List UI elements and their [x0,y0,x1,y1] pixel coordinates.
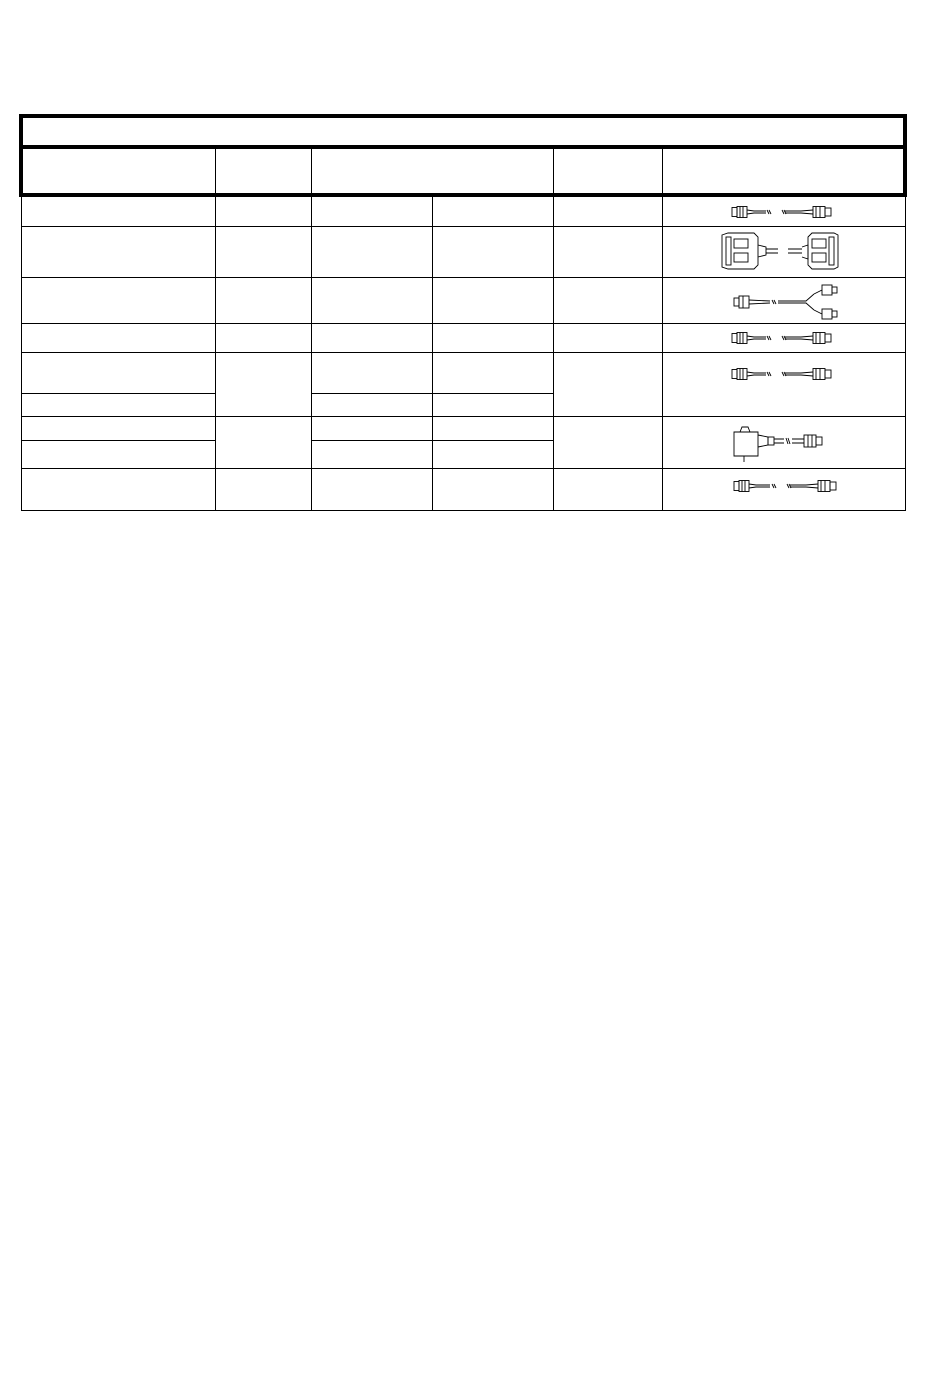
header-cell [24,150,214,192]
table-cell [313,470,431,509]
table-cell [217,227,310,276]
title-divider [19,145,907,149]
table-cell [313,442,431,467]
row-line [21,352,906,353]
table-cell [555,418,661,467]
header-cell [555,150,660,192]
table-cell [23,394,214,415]
table-cell [217,325,310,351]
y-splitter-cable-icon [730,283,842,321]
table-cell [555,353,661,415]
table-cell [23,227,214,276]
table-cell [313,353,431,392]
table-cell [217,199,310,225]
column-divider [662,197,663,511]
table-cell [434,278,552,322]
header-cell [218,150,310,192]
header-divider [215,149,216,193]
header-bottom [19,193,907,197]
header-cell [313,150,551,192]
table-cell [217,418,310,467]
straight-cable-icon [728,366,840,382]
frame-top [19,114,907,118]
table-cell [217,353,310,415]
table-cell [313,227,431,276]
straight-cable-icon [728,330,840,346]
row-line [21,277,906,278]
body-right [905,197,906,511]
d-sub-cable-icon [718,229,842,275]
table-cell [313,278,431,322]
table-cell [555,278,661,322]
straight-cable-icon [730,478,846,494]
column-divider [432,197,433,511]
table-cell [23,199,214,225]
row-line-partial [311,440,553,441]
row-line [21,226,906,227]
frame-left [19,114,23,197]
table-cell [555,199,661,225]
table-cell [313,199,431,225]
table-cell [434,418,552,440]
body-left [21,197,22,511]
table-cell [217,278,310,322]
header-divider [311,149,312,193]
table-cell [23,470,214,509]
row-line [21,510,906,511]
row-line-partial [21,393,215,394]
table-cell [434,199,552,225]
table-cell [23,418,214,440]
table-cell [555,227,661,276]
row-line-partial [21,440,215,441]
table-cell [23,325,214,351]
table-cell [23,278,214,322]
header-cell [664,150,902,192]
table-title [24,118,904,146]
straight-cable-icon [728,204,840,220]
column-divider [215,197,216,511]
row-line-partial [311,393,553,394]
frame-right [903,114,907,197]
column-divider [311,197,312,511]
column-divider [553,197,554,511]
table-cell [434,353,552,392]
table-cell [313,418,431,440]
table-cell [434,470,552,509]
table-cell [313,394,431,415]
table-cell [217,470,310,509]
table-cell [555,325,661,351]
row-line [21,416,906,417]
table-cell [23,353,214,392]
header-divider [553,149,554,193]
row-line [21,468,906,469]
table-cell [313,325,431,351]
header-divider [662,149,663,193]
table-cell [434,442,552,467]
row-line [21,323,906,324]
right-angle-cable-icon [728,424,840,464]
table-cell [434,325,552,351]
table-cell [555,470,661,509]
table-cell [434,227,552,276]
table-cell [23,442,214,467]
table-cell [434,394,552,415]
